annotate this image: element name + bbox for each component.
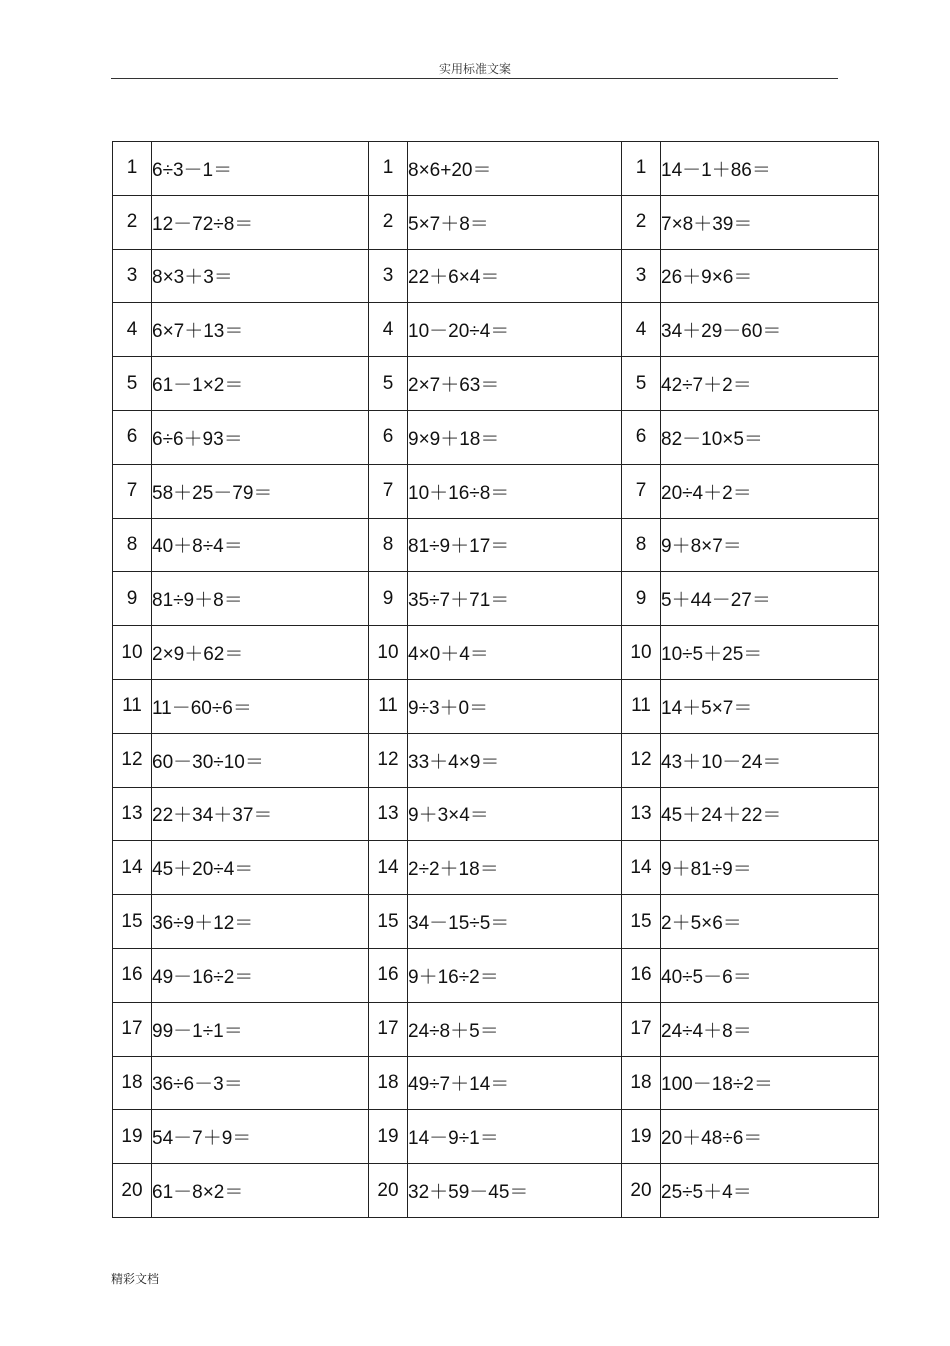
problem-number: 9 (369, 572, 408, 626)
problem-expression: 10÷5＋25＝ (661, 626, 879, 680)
problem-number: 2 (622, 195, 661, 249)
problem-number: 13 (369, 787, 408, 841)
problem-expression: 100－18÷2＝ (661, 1056, 879, 1110)
problem-expression: 8×3＋3＝ (152, 249, 369, 303)
table-row (113, 1002, 879, 1056)
problem-expression: 10＋16÷8＝ (408, 464, 622, 518)
problem-expression: 33＋4×9＝ (408, 733, 622, 787)
problem-number: 10 (369, 626, 408, 680)
problem-number: 1 (622, 142, 661, 196)
problem-number: 2 (369, 195, 408, 249)
problem-expression: 2×9＋62＝ (152, 626, 369, 680)
problem-number: 19 (369, 1110, 408, 1164)
problem-expression: 49÷7＋14＝ (408, 1056, 622, 1110)
problem-expression: 14－1＋86＝ (661, 142, 879, 196)
problem-expression: 10－20÷4＝ (408, 303, 622, 357)
table-row (113, 357, 879, 411)
problem-expression: 43＋10－24＝ (661, 733, 879, 787)
problem-number: 9 (113, 572, 152, 626)
problem-number: 7 (113, 464, 152, 518)
problem-number: 13 (622, 787, 661, 841)
table-body (113, 142, 879, 1218)
problem-number: 6 (113, 410, 152, 464)
problem-number: 18 (622, 1056, 661, 1110)
problem-expression: 61－1×2＝ (152, 357, 369, 411)
problem-number: 16 (369, 948, 408, 1002)
problem-expression: 20＋48÷6＝ (661, 1110, 879, 1164)
problem-number: 8 (369, 518, 408, 572)
problem-expression: 5×7＋8＝ (408, 195, 622, 249)
problem-expression: 81÷9＋17＝ (408, 518, 622, 572)
problem-number: 12 (622, 733, 661, 787)
problem-expression: 4×0＋4＝ (408, 626, 622, 680)
problem-expression: 61－8×2＝ (152, 1164, 369, 1218)
problem-number: 8 (113, 518, 152, 572)
problem-number: 12 (369, 733, 408, 787)
problem-expression: 54－7＋9＝ (152, 1110, 369, 1164)
problem-number: 11 (622, 679, 661, 733)
problem-expression: 25÷5＋4＝ (661, 1164, 879, 1218)
problem-number: 19 (113, 1110, 152, 1164)
problem-number: 5 (622, 357, 661, 411)
problem-number: 19 (622, 1110, 661, 1164)
problem-number: 13 (113, 787, 152, 841)
problem-number: 15 (622, 895, 661, 949)
page-header-title: 实用标准文案 (438, 62, 511, 76)
problem-number: 16 (113, 948, 152, 1002)
problem-expression: 9＋3×4＝ (408, 787, 622, 841)
problem-expression: 49－16÷2＝ (152, 948, 369, 1002)
problem-expression: 40＋8÷4＝ (152, 518, 369, 572)
problem-expression: 9＋16÷2＝ (408, 948, 622, 1002)
problem-expression: 34＋29－60＝ (661, 303, 879, 357)
problem-number: 5 (113, 357, 152, 411)
problem-number: 11 (113, 679, 152, 733)
problem-expression: 6÷6＋93＝ (152, 410, 369, 464)
table-row (113, 518, 879, 572)
problem-expression: 6×7＋13＝ (152, 303, 369, 357)
problem-expression: 35÷7＋71＝ (408, 572, 622, 626)
table-row (113, 303, 879, 357)
problem-expression: 2×7＋63＝ (408, 357, 622, 411)
table-row (113, 787, 879, 841)
problem-number: 5 (369, 357, 408, 411)
problem-number: 7 (369, 464, 408, 518)
problem-number: 2 (113, 195, 152, 249)
problem-number: 1 (113, 142, 152, 196)
problem-number: 1 (369, 142, 408, 196)
problem-expression: 42÷7＋2＝ (661, 357, 879, 411)
table-row (113, 1164, 879, 1218)
problem-number: 4 (113, 303, 152, 357)
problem-expression: 24÷8＋5＝ (408, 1002, 622, 1056)
problem-number: 10 (113, 626, 152, 680)
problem-number: 3 (622, 249, 661, 303)
header-divider (111, 78, 838, 79)
problem-number: 20 (369, 1164, 408, 1218)
arithmetic-problems-table (112, 141, 879, 1218)
problem-number: 11 (369, 679, 408, 733)
problem-number: 6 (622, 410, 661, 464)
problem-expression: 82－10×5＝ (661, 410, 879, 464)
table-row (113, 572, 879, 626)
problem-expression: 2＋5×6＝ (661, 895, 879, 949)
problem-expression: 22＋34＋37＝ (152, 787, 369, 841)
problem-expression: 7×8＋39＝ (661, 195, 879, 249)
problem-expression: 9×9＋18＝ (408, 410, 622, 464)
problem-number: 7 (622, 464, 661, 518)
problem-number: 17 (113, 1002, 152, 1056)
problem-number: 18 (369, 1056, 408, 1110)
problem-number: 9 (622, 572, 661, 626)
problem-number: 20 (622, 1164, 661, 1218)
problem-expression: 45＋20÷4＝ (152, 841, 369, 895)
problem-expression: 20÷4＋2＝ (661, 464, 879, 518)
problem-expression: 5＋44－27＝ (661, 572, 879, 626)
table-row (113, 1056, 879, 1110)
table-row (113, 895, 879, 949)
problem-expression: 6÷3－1＝ (152, 142, 369, 196)
table-row (113, 464, 879, 518)
problem-number: 4 (369, 303, 408, 357)
problem-expression: 9÷3＋0＝ (408, 679, 622, 733)
problem-expression: 36÷6－3＝ (152, 1056, 369, 1110)
table-row (113, 410, 879, 464)
problem-expression: 2÷2＋18＝ (408, 841, 622, 895)
problem-number: 8 (622, 518, 661, 572)
problem-number: 15 (369, 895, 408, 949)
problem-number: 20 (113, 1164, 152, 1218)
problem-number: 18 (113, 1056, 152, 1110)
problem-number: 15 (113, 895, 152, 949)
problem-expression: 45＋24＋22＝ (661, 787, 879, 841)
problem-expression: 99－1÷1＝ (152, 1002, 369, 1056)
table-row (113, 195, 879, 249)
problem-number: 12 (113, 733, 152, 787)
table-row (113, 679, 879, 733)
problem-number: 14 (622, 841, 661, 895)
problem-number: 10 (622, 626, 661, 680)
problem-number: 17 (622, 1002, 661, 1056)
problem-expression: 14－9÷1＝ (408, 1110, 622, 1164)
problem-expression: 22＋6×4＝ (408, 249, 622, 303)
problem-expression: 32＋59－45＝ (408, 1164, 622, 1218)
problem-number: 17 (369, 1002, 408, 1056)
problem-number: 14 (113, 841, 152, 895)
table-row (113, 142, 879, 196)
problem-expression: 9＋8×7＝ (661, 518, 879, 572)
problem-expression: 34－15÷5＝ (408, 895, 622, 949)
page-footer-text: 精彩文档 (111, 1272, 160, 1286)
table-row (113, 733, 879, 787)
problem-number: 16 (622, 948, 661, 1002)
problem-expression: 11－60÷6＝ (152, 679, 369, 733)
problem-expression: 81÷9＋8＝ (152, 572, 369, 626)
problem-expression: 12－72÷8＝ (152, 195, 369, 249)
problem-number: 3 (113, 249, 152, 303)
problem-expression: 40÷5－6＝ (661, 948, 879, 1002)
problem-expression: 36÷9＋12＝ (152, 895, 369, 949)
problem-number: 3 (369, 249, 408, 303)
problem-expression: 26＋9×6＝ (661, 249, 879, 303)
table-row (113, 841, 879, 895)
problem-number: 14 (369, 841, 408, 895)
problem-expression: 9＋81÷9＝ (661, 841, 879, 895)
problem-expression: 8×6+20＝ (408, 142, 622, 196)
problem-expression: 60－30÷10＝ (152, 733, 369, 787)
problem-number: 6 (369, 410, 408, 464)
table-row (113, 249, 879, 303)
table-row (113, 1110, 879, 1164)
table-row (113, 948, 879, 1002)
problem-expression: 24÷4＋8＝ (661, 1002, 879, 1056)
table-row (113, 626, 879, 680)
problem-number: 4 (622, 303, 661, 357)
problem-expression: 58＋25－79＝ (152, 464, 369, 518)
problem-expression: 14＋5×7＝ (661, 679, 879, 733)
